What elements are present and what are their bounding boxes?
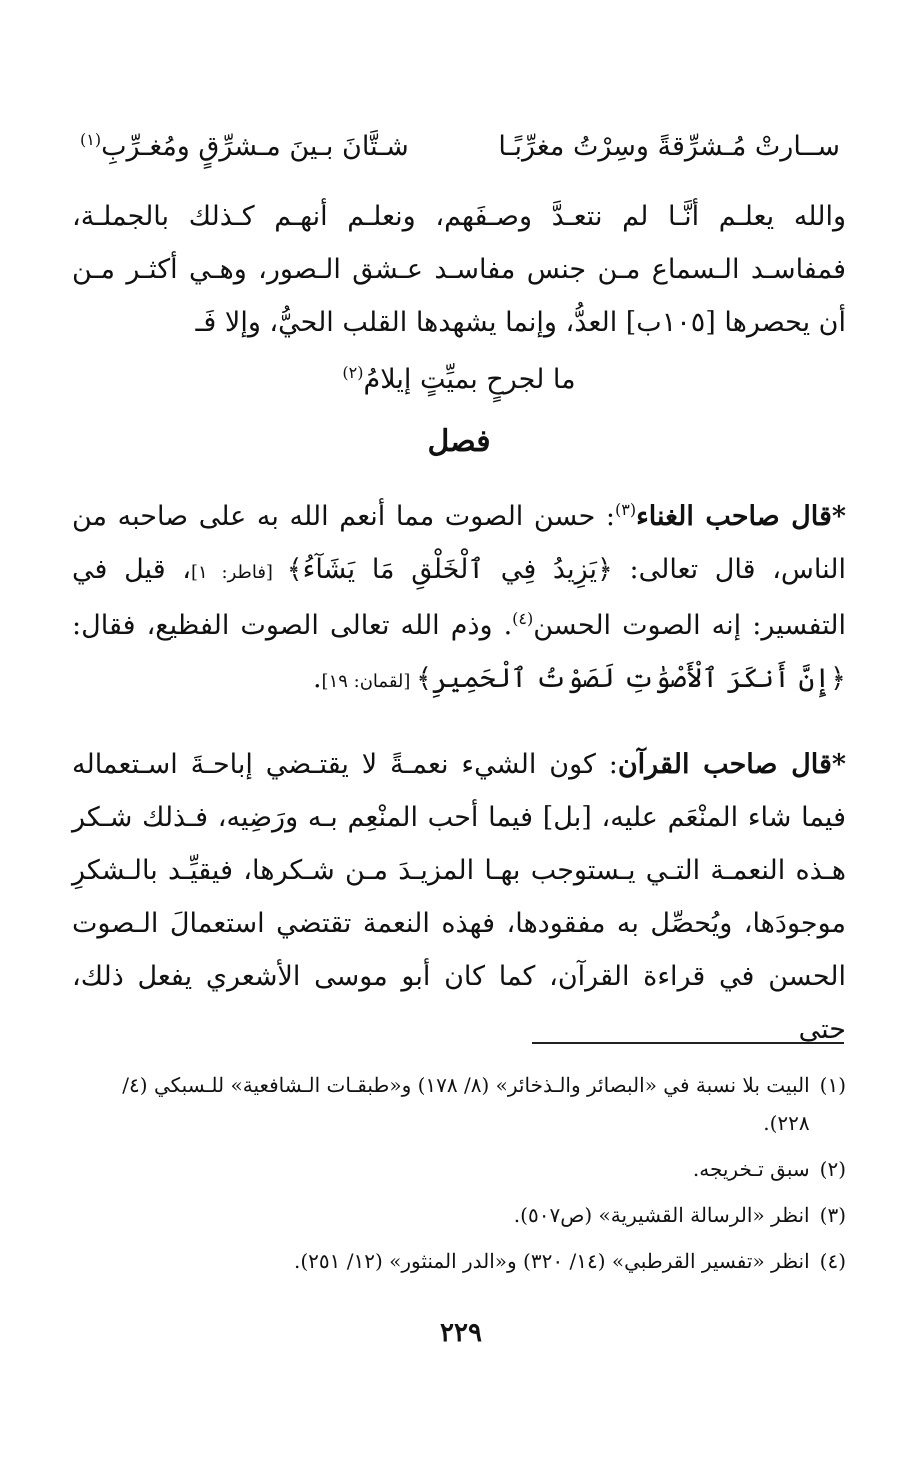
footnote-number: (١) [819,1073,846,1097]
verse-second-hemistich-text: شـتَّانَ بـينَ مـشرِّقٍ ومُغـرِّبِ [101,130,409,162]
footnote-number: (٤) [819,1249,846,1273]
poetry-verse-single [72,364,846,395]
quran-verse-luqman: ﴿إِنَّ أَنكَرَ ٱلْأَصْوَٰتِ لَصَوْتُ ٱلْحَمِيرِ﴾ [416,663,846,694]
verse-second-hemistich [80,131,409,162]
surah-reference: [فاطر: ١] [191,562,287,583]
footnote-ref-4: (٤) [512,609,534,628]
paragraph-text: . وذم الله تعالى الصوت الفظيع، فقال: [72,610,513,641]
footnotes [72,1066,846,1288]
footnote-text: انظر «تفسير القرطبي» (١٤/ ٣٢٠) و«الدر المنثور» (١٢/ ٢٥١). [293,1249,810,1273]
verse-single-text: ما لجرحٍ بميِّتٍ إيلامُ [363,364,576,395]
paragraph-text: : حسن الصوت مما أنعم الله به على صاحبه من الناس، قال تعالى: [72,501,846,585]
footnote-item [72,1066,846,1142]
paragraph-text: : كون الشيء نعمـةً لا يقتـضي إباحـةَ اسـتعماله فيما شاء المنْعَم عليه، [بل] فيما أحب المنْعِم بـه ورَضِيه، فـذلك شـكر هـذه النعمـة التـي يـستوجب بهـا المزيـدَ مـن شـكرها، فيقيِّـد بالـشكرِ موجودَها، ويُحصِّل به مفقودها، فهذه النعمة تقتضي استعمالَ الـصوت الحسن في قراءة القرآن، كما كان أبو موسى الأشعري يفعل ذلك، حتى [72,749,846,1045]
verse-first-hemistich: ســارتْ مُـشرِّقةً وسِرْتُ مغرِّبًـا [498,130,840,162]
footnote-ref-3: (٣) [614,500,637,519]
footnote-number: (٢) [819,1157,846,1181]
section-title: فصل [427,424,491,459]
paragraph-text: ، قيل في التفسير: إنه الصوت الحسن [72,554,846,641]
paragraph-singer-claim [72,490,846,708]
footnote-ref-1: (١) [80,129,102,149]
quran-verse-fatir: ﴿يَزِيدُ فِي ٱلْخَلْقِ مَا يَشَآءُ﴾ [286,554,613,585]
footnote-text: انظر «الرسالة القشيرية» (ص٥٠٧). [513,1203,810,1227]
page-number: ٢٢٩ [440,1318,482,1348]
paragraph-end: . [312,663,322,694]
footnote-ref-2: (٢) [342,363,364,382]
paragraph-quran-reply [72,738,846,1056]
paragraph-lead: *قال صاحب القرآن [617,749,846,780]
footnote-item [72,1242,846,1280]
footnote-item [72,1196,846,1234]
footnote-text: سبق تـخريجه. [692,1157,810,1181]
footnote-separator [532,1042,844,1044]
paragraph-intro: والله يعلـم أنَّـا لم نتعـدَّ وصـفَهم، ونعلـم أنهـم كـذلك بالجملـة، فمفاسـد الـسماع مـن جنس مفاسـد عـشق الـصور، وهـي أكثـر مـن أن يحصرها [١٠٥ب] العدُّ، وإنما يشهدها القلب الحيُّ، وإلا فَـ [72,201,846,338]
footnote-text: البيت بلا نسبة في «البصائر والـذخائر» (٨/ ١٧٨) و«طبقـات الـشافعية» للـسبكي (٤/ ٢٢٨). [122,1073,810,1135]
footnote-number: (٣) [819,1203,846,1227]
paragraph-lead: *قال صاحب الغناء [636,501,846,532]
poetry-verse-top [80,122,840,170]
surah-reference: [لقمان: ١٩] [321,671,417,692]
footnote-item [72,1150,846,1188]
